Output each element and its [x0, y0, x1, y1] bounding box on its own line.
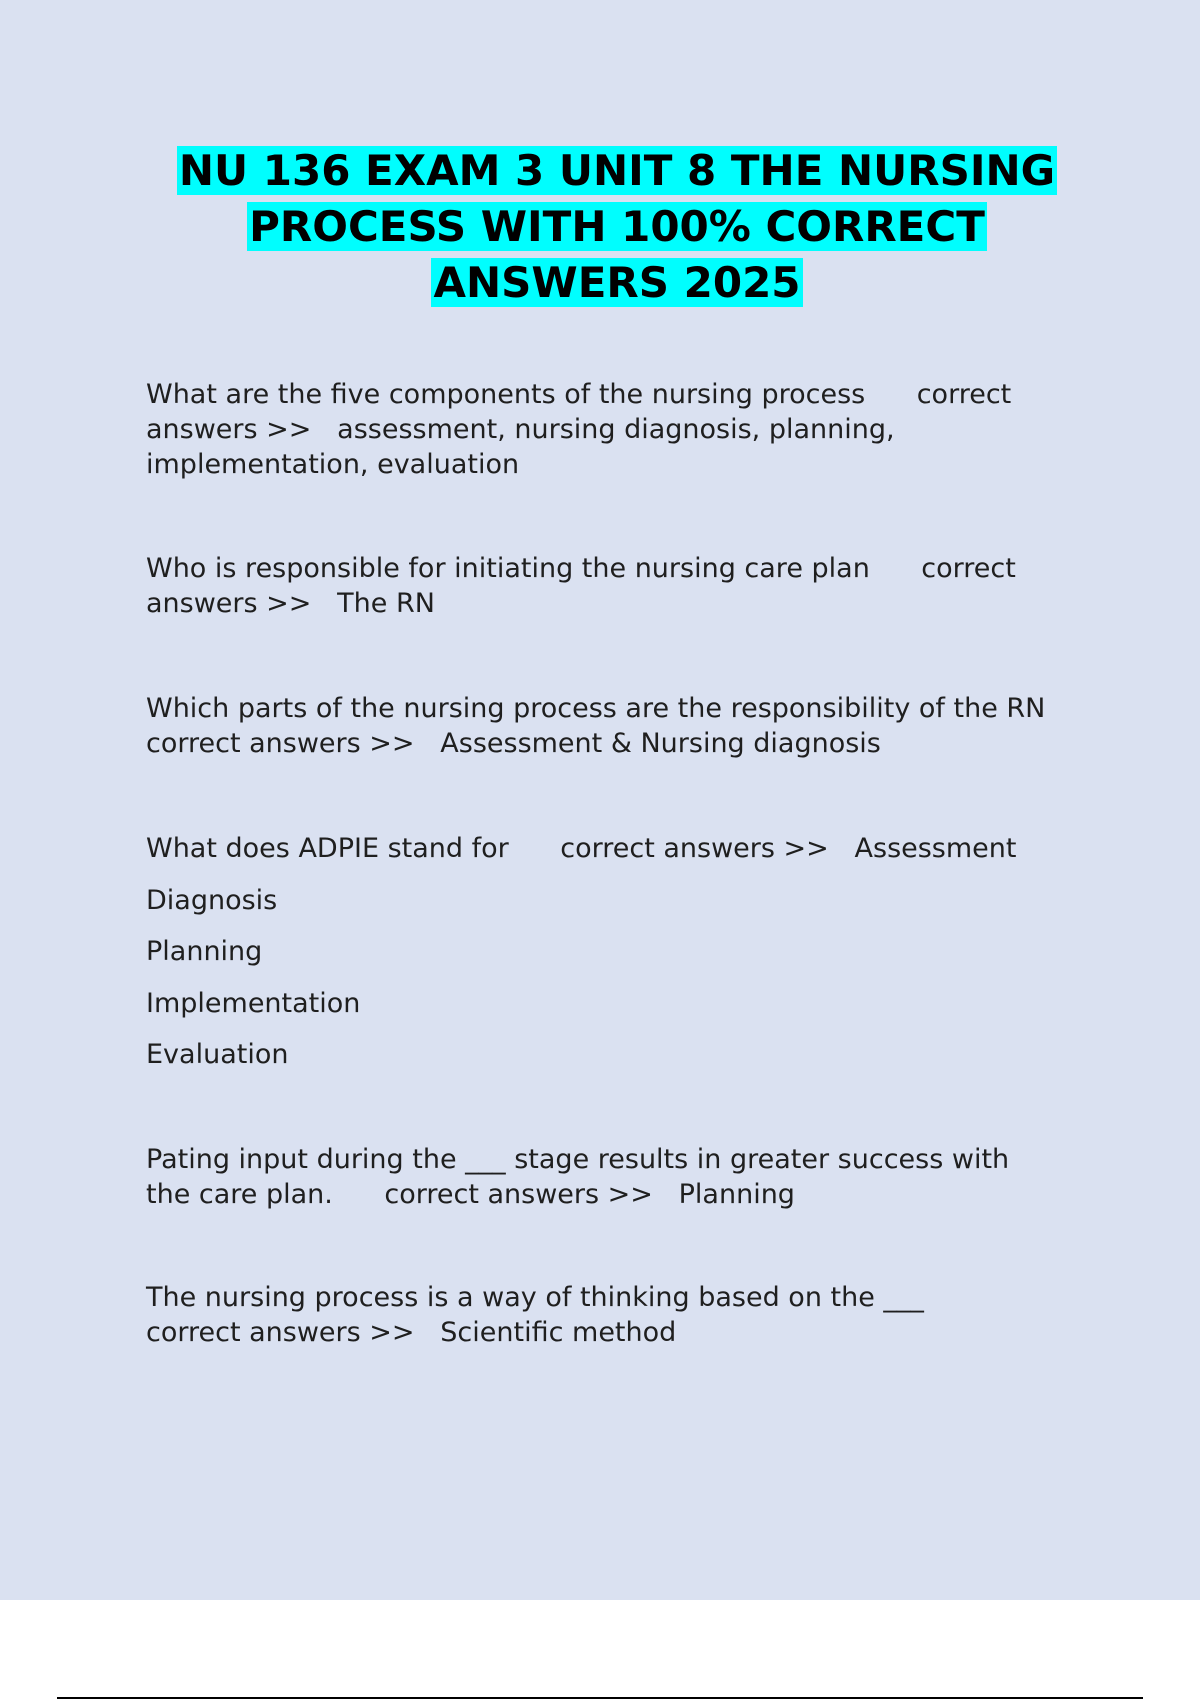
qa-line: correct answers >> Scientific method [146, 1317, 677, 1348]
adpie-planning: Planning [146, 936, 263, 967]
qa-line: correct answers >> Assessment & Nursing diagnosis [146, 728, 881, 759]
title-line-3: ANSWERS 2025 [433, 258, 801, 307]
title-line-2: PROCESS WITH 100% CORRECT [249, 202, 985, 251]
qa-line: answers >> assessment, nursing diagnosis, planning, [146, 414, 895, 445]
qa-item-3 [146, 691, 1106, 761]
qa-line: What are the five components of the nursing process correct [146, 379, 1012, 410]
qa-line: Who is responsible for initiating the nursing care plan correct [146, 553, 1016, 584]
qa-line: answers >> The RN [146, 588, 435, 619]
qa-item-4 [146, 831, 1106, 866]
qa-item-1 [146, 377, 1106, 482]
footer-rule [57, 1697, 1143, 1699]
qa-line: implementation, evaluation [146, 449, 520, 480]
qa-item-6 [146, 1280, 1106, 1350]
qa-line: What does ADPIE stand for correct answers >> Assessment [146, 833, 1017, 864]
adpie-diagnosis: Diagnosis [146, 885, 278, 916]
adpie-implementation: Implementation [146, 988, 361, 1019]
qa-line: The nursing process is a way of thinking based on the ___ [146, 1282, 924, 1313]
title-line-1: NU 136 EXAM 3 UNIT 8 THE NURSING [178, 146, 1056, 195]
qa-line: Pating input during the ___ stage results in greater success with [146, 1144, 1010, 1175]
qa-item-5 [146, 1142, 1106, 1212]
qa-item-2 [146, 551, 1106, 621]
document-title [100, 143, 1134, 311]
qa-line: the care plan. correct answers >> Planning [146, 1179, 795, 1210]
adpie-evaluation: Evaluation [146, 1039, 289, 1070]
qa-line: Which parts of the nursing process are the responsibility of the RN [146, 693, 1046, 724]
